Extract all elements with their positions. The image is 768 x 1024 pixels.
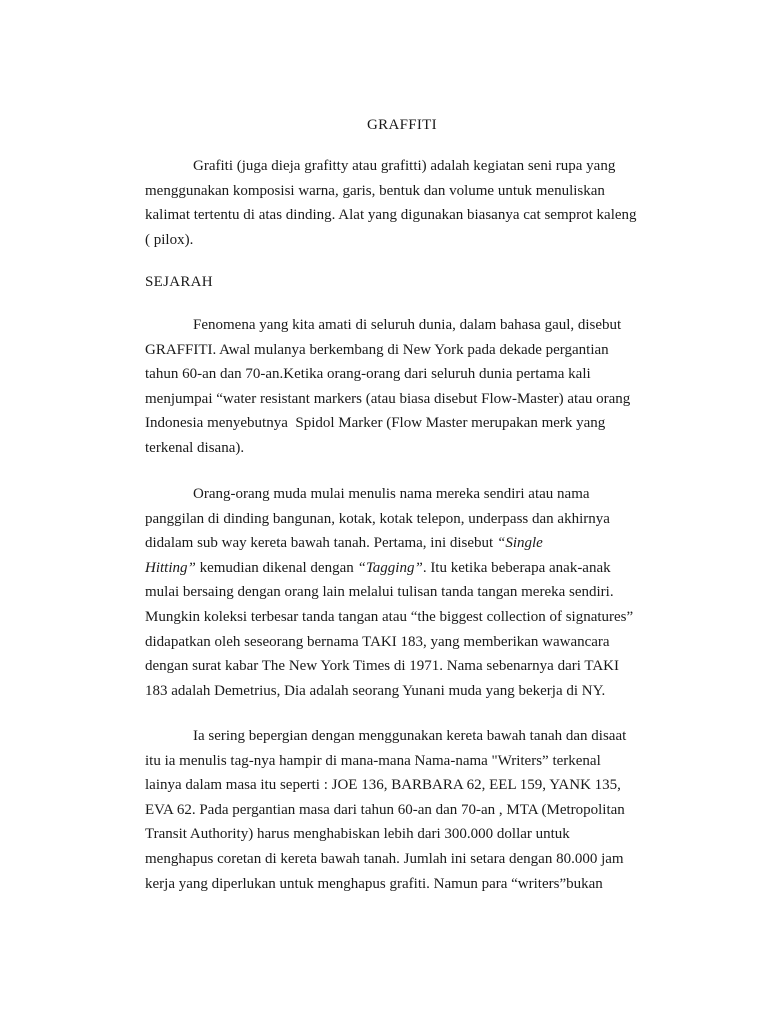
section-heading: SEJARAH — [145, 274, 213, 290]
paragraph-history-3 — [145, 724, 665, 896]
paragraph-line: menggunakan komposisi warna, garis, bentuk dan volume untuk menuliskan — [145, 182, 605, 199]
paragraph-history-1 — [145, 313, 665, 461]
italic-term-tagging: “Tagging” — [357, 559, 423, 576]
paragraph-line: GRAFFITI. Awal mulanya berkembang di New York pada dekade pergantian — [145, 341, 609, 358]
paragraph-line: tahun 60-an dan 70-an.Ketika orang-orang dari seluruh dunia pertama kali — [145, 366, 591, 383]
paragraph-text: didalam sub way kereta bawah tanah. Pertama, ini disebut — [145, 535, 497, 552]
paragraph-line: panggilan di dinding bangunan, kotak, kotak telepon, underpass dan akhirnya — [145, 510, 610, 527]
paragraph-line: EVA 62. Pada pergantian masa dari tahun 60-an dan 70-an , MTA (Metropolitan — [145, 801, 625, 818]
paragraph-line — [145, 556, 665, 581]
paragraph-line: dengan surat kabar The New York Times di 1971. Nama sebenarnya dari TAKI — [145, 658, 619, 675]
italic-term-single-hitting: “Single — [496, 535, 543, 552]
paragraph-text: kemudian dikenal dengan — [195, 559, 358, 576]
paragraph-line: terkenal disana). — [145, 439, 245, 456]
paragraph-line: mulai bersaing dengan orang lain melalui tulisan tanda tangan mereka sendiri. — [145, 584, 614, 601]
paragraph-line: ( pilox). — [145, 231, 194, 248]
paragraph-line: kerja yang diperlukan untuk menghapus grafiti. Namun para “writers”bukan — [145, 875, 603, 892]
italic-term-single-hitting: Hitting” — [145, 559, 196, 576]
paragraph-text: . Itu ketika beberapa anak-anak — [422, 559, 611, 576]
paragraph-line: Indonesia menyebutnya Spidol Marker (Flow Master merupakan merk yang — [145, 415, 606, 432]
paragraph-line: Ia sering bepergian dengan menggunakan kereta bawah tanah dan disaat — [193, 728, 627, 744]
paragraph-history-2 — [145, 482, 665, 703]
paragraph-line: lainya dalam masa itu seperti : JOE 136, BARBARA 62, EEL 159, YANK 135, — [145, 777, 621, 794]
paragraph-line: itu ia menulis tag-nya hampir di mana-mana Nama-nama "Writers” terkenal — [145, 752, 601, 769]
paragraph-line: menjumpai “water resistant markers (atau biasa disebut Flow-Master) atau orang — [145, 390, 631, 407]
paragraph-line: didapatkan oleh seseorang bernama TAKI 183, yang memberikan wawancara — [145, 633, 610, 650]
document-title: GRAFFITI — [367, 117, 437, 133]
paragraph-line: menghapus coretan di kereta bawah tanah. Jumlah ini setara dengan 80.000 jam — [145, 850, 624, 867]
paragraph-intro — [145, 154, 665, 252]
paragraph-line — [145, 531, 665, 556]
paragraph-line: Fenomena yang kita amati di seluruh dunia, dalam bahasa gaul, disebut — [193, 317, 622, 333]
paragraph-line: 183 adalah Demetrius, Dia adalah seorang Yunani muda yang bekerja di NY. — [145, 682, 606, 699]
paragraph-line: Transit Authority) harus menghabiskan lebih dari 300.000 dollar untuk — [145, 826, 570, 843]
paragraph-line: kalimat tertentu di atas dinding. Alat yang digunakan biasanya cat semprot kaleng — [145, 207, 637, 224]
paragraph-line: Mungkin koleksi terbesar tanda tangan atau “the biggest collection of signatures” — [145, 608, 634, 625]
paragraph-line: Grafiti (juga dieja grafitty atau grafitti) adalah kegiatan seni rupa yang — [193, 158, 616, 174]
paragraph-line: Orang-orang muda mulai menulis nama mereka sendiri atau nama — [193, 486, 590, 502]
